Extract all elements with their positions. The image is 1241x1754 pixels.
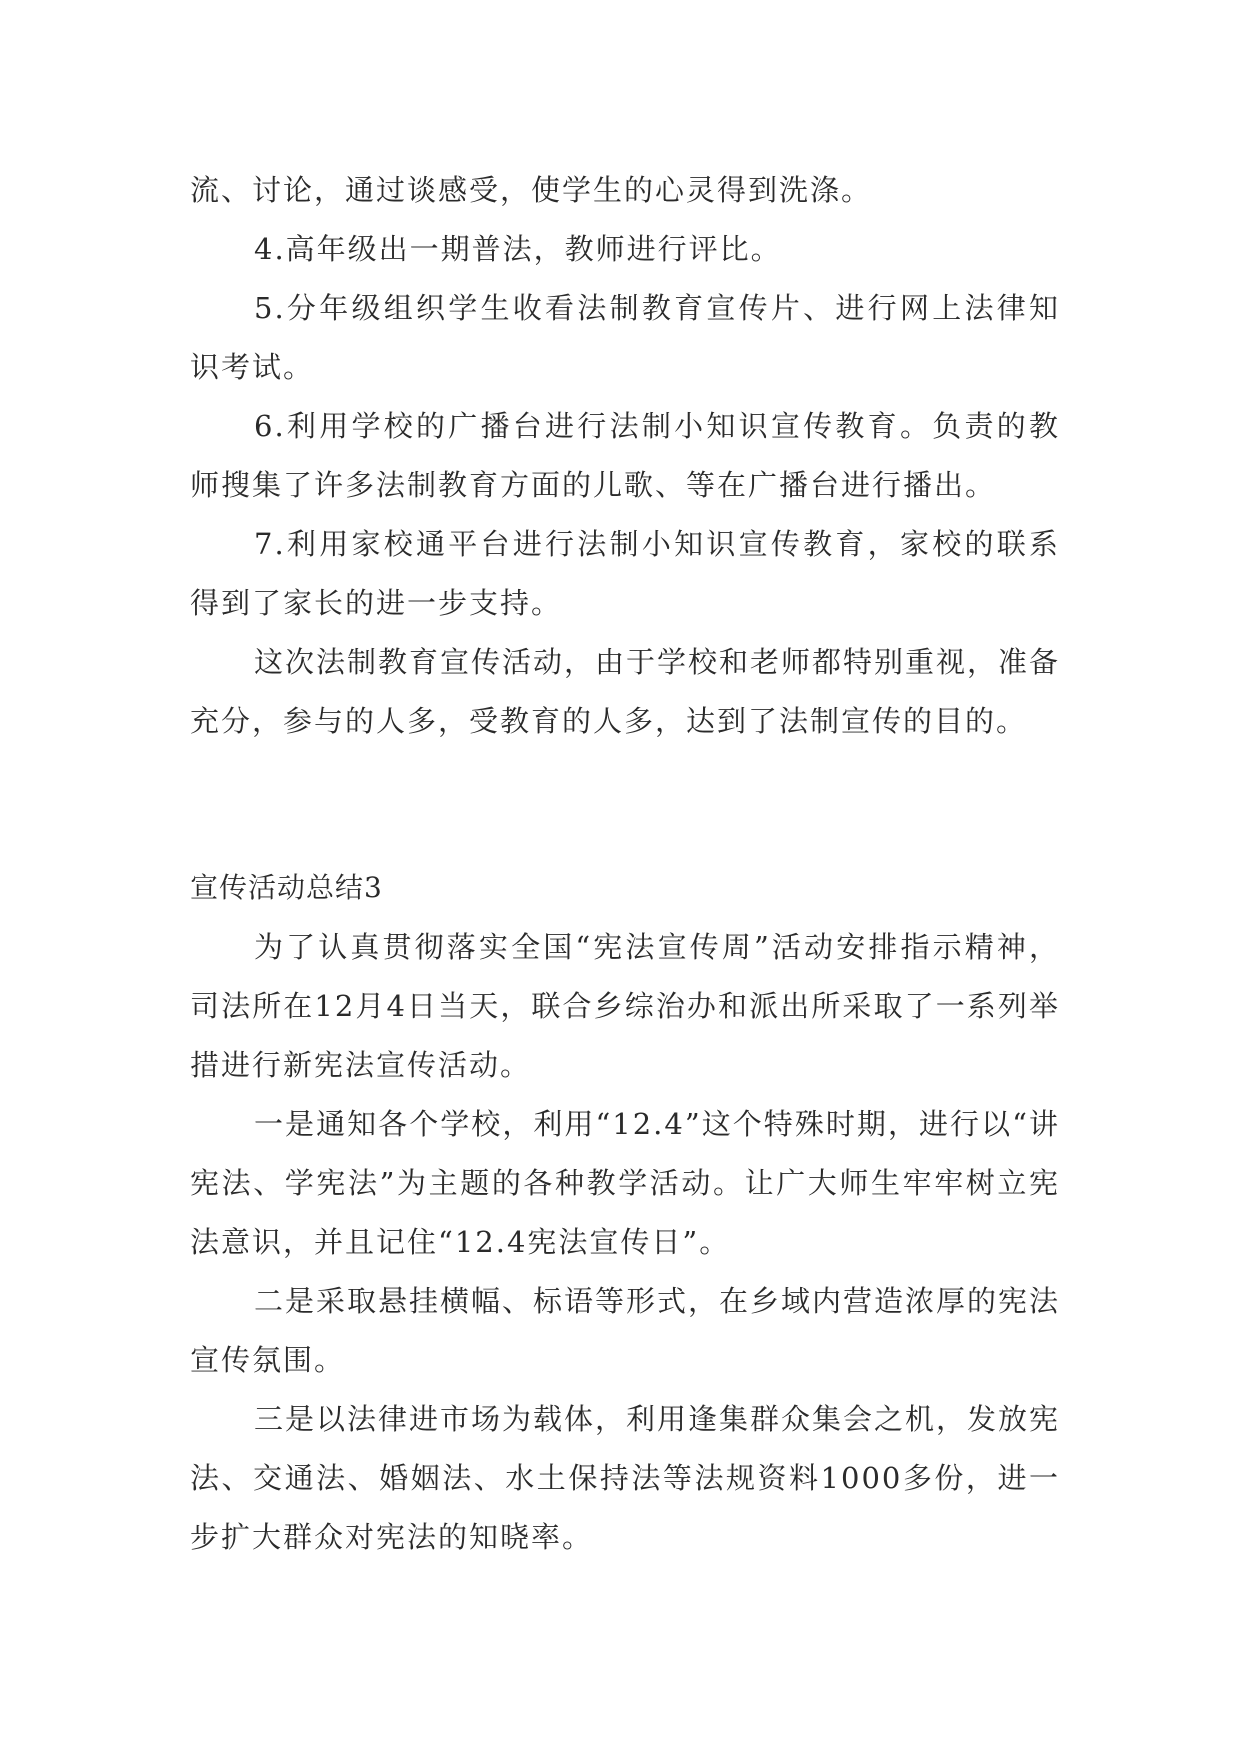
- section-heading: 宣传活动总结3: [190, 871, 383, 904]
- intro-paragraph: 为了认真贯彻落实全国“宪法宣传周”活动安排指示精神，司法所在12月4日当天，联合乡综治办和派出所采取了一系列举措进行新宪法宣传活动。: [190, 930, 1060, 1082]
- list-item-5: 5.分年级组织学生收看法制教育宣传片、进行网上法律知识考试。: [190, 291, 1060, 384]
- continuation-paragraph: 流、讨论，通过谈感受，使学生的心灵得到洗涤。: [190, 173, 873, 207]
- point-3-paragraph: 三是以法律进市场为载体，利用逢集群众集会之机，发放宪法、交通法、婚姻法、水土保持法等法规资料1000多份，进一步扩大群众对宪法的知晓率。: [190, 1402, 1061, 1554]
- point-2-paragraph: 二是采取悬挂横幅、标语等形式，在乡域内营造浓厚的宪法宣传氛围。: [190, 1284, 1061, 1377]
- conclusion-paragraph: 这次法制教育宣传活动，由于学校和老师都特别重视，准备充分，参与的人多，受教育的人多，达到了法制宣传的目的。: [190, 645, 1061, 738]
- list-item-4: 4.高年级出一期普法，教师进行评比。: [254, 232, 782, 266]
- section-a-body: [190, 161, 1060, 751]
- list-item-7: 7.利用家校通平台进行法制小知识宣传教育，家校的联系得到了家长的进一步支持。: [190, 527, 1060, 620]
- point-1-paragraph: 一是通知各个学校，利用“12.4”这个特殊时期，进行以“讲宪法、学宪法”为主题的各种教学活动。让广大师生牢牢树立宪法意识，并且记住“12.4宪法宣传日”。: [190, 1107, 1060, 1259]
- section-b-body: [190, 918, 1060, 1567]
- list-item-6: 6.利用学校的广播台进行法制小知识宣传教育。负责的教师搜集了许多法制教育方面的儿歌、等在广播台进行播出。: [190, 409, 1060, 502]
